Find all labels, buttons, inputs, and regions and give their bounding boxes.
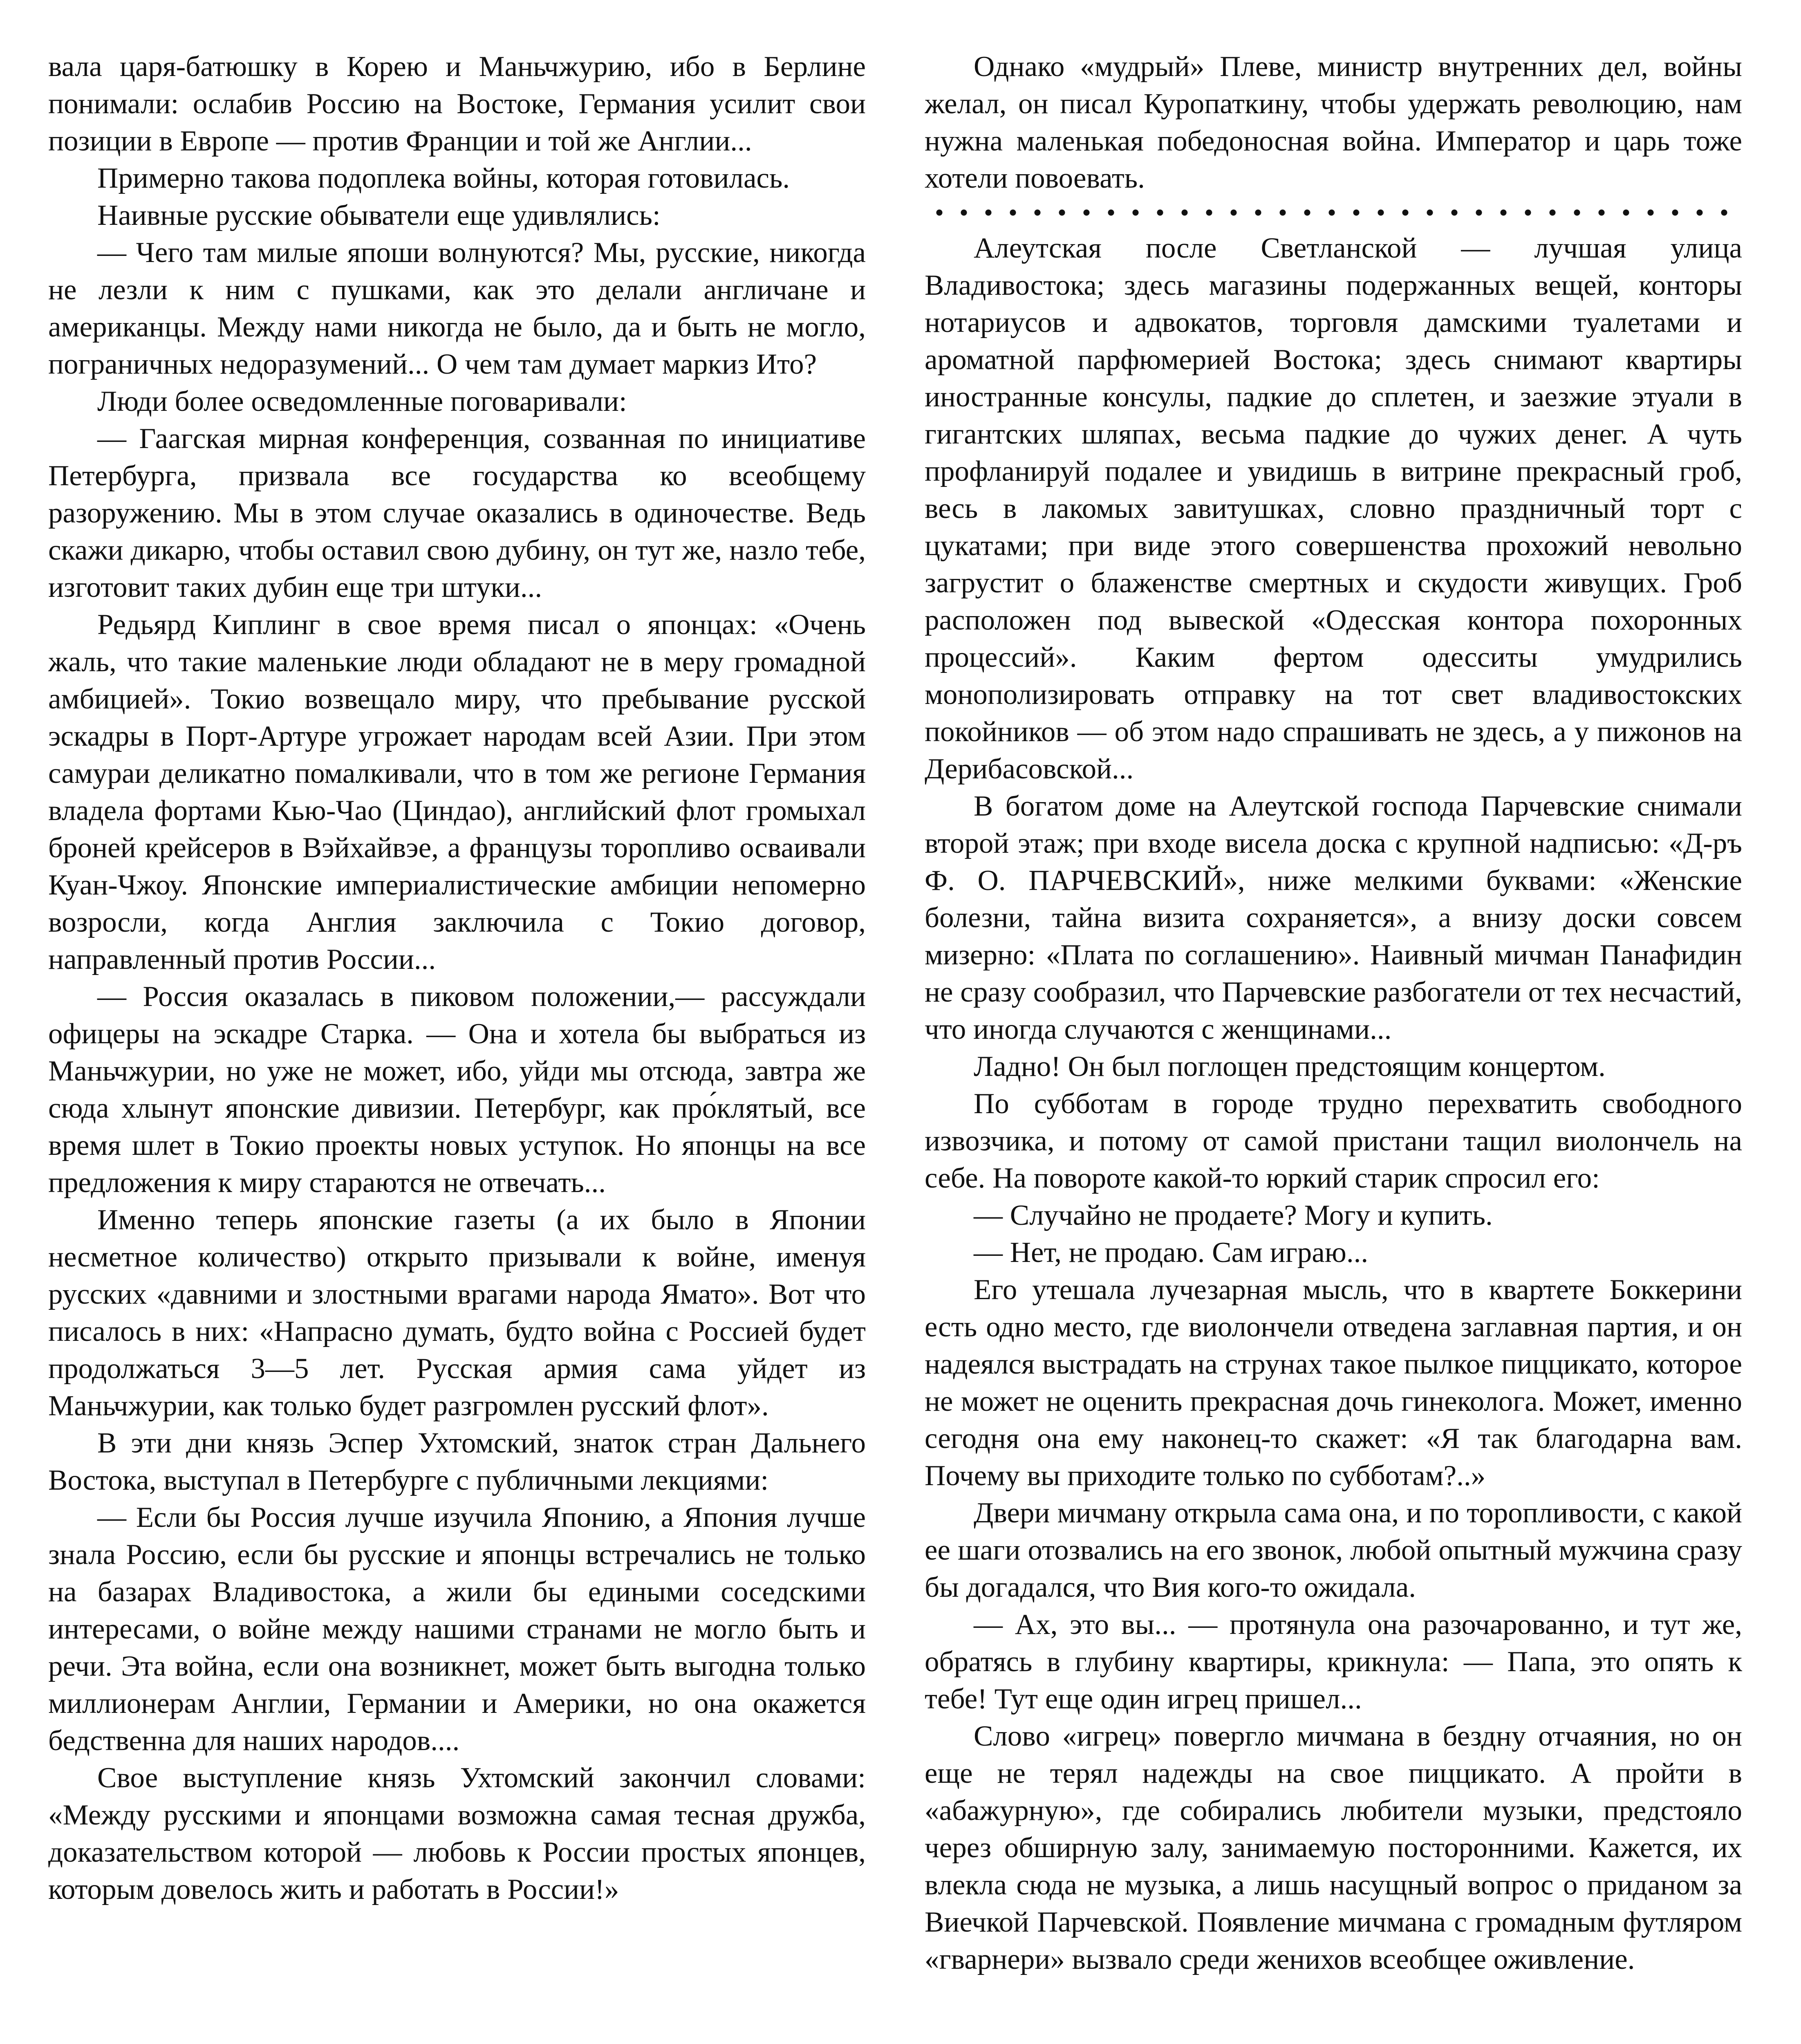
left-text-column — [48, 48, 866, 2044]
paragraph: Его утешала лучезарная мысль, что в квартете Боккерини есть одно место, где виолончели отведена заглавная партия, и он надеялся выстрадать на струнах такое пылкое пиццикато, которое не может не оценить прекрасная дочь гинеколога. Может, именно сегодня она ему наконец-то скажет: «Я так благодарна вам. Почему вы приходите только по субботам?..» — [925, 1274, 1742, 1492]
paragraph: В эти дни князь Эспер Ухтомский, знаток стран Дальнего Востока, выступал в Петербурге с публичными лекциями: — [48, 1427, 866, 1496]
paragraph: — Ах, это вы... — протянула она разочарованно, и тут же, обратясь в глубину квартиры, крикнула: — Папа, это опять к тебе! Тут еще один игрец пришел... — [925, 1609, 1742, 1715]
paragraph: Алеутская после Светланской — лучшая улица Владивостока; здесь магазины подержанных вещей, конторы нотариусов и адвокатов, торговля дамскими туалетами и ароматной парфюмерией Востока; здесь снимают квартиры иностранные консулы, падкие до сплетен, и заезжие этуали в гигантских шляпах, весьма падкие до чужих денег. А чуть профланируй подалее и увидишь в витрине прекрасный гроб, весь в лакомых завитушках, словно праздничный торт с цукатами; при виде этого совершенства прохожий невольно загрустит о блаженстве смертных и скудости живущих. Гроб расположен под вывеской «Одесская контора похоронных процессий». Каким фертом одесситы умудрились монополизировать отправку на тот свет владивостокских покойников — об этом надо спрашивать не здесь, а у пижонов на Дерибасовской... — [925, 232, 1742, 785]
paragraph: Однако «мудрый» Плеве, министр внутренних дел, войны желал, он писал Куропаткину, чтобы удержать революцию, нам нужна маленькая победоносная война. Император и царь тоже хотели повоевать. — [925, 51, 1742, 194]
paragraph: Двери мичману открыла сама она, и по торопливости, с какой ее шаги отозвались на его звонок, любой опытный мужчина сразу бы догадался, что Вия кого-то ожидала. — [925, 1497, 1742, 1603]
paragraph: Люди более осведомленные поговаривали: — [97, 385, 627, 417]
paragraph: — Случайно не продаете? Могу и купить. — [974, 1199, 1493, 1231]
paragraph: Свое выступление князь Ухтомский закончил словами: «Между русскими и японцами возможна самая тесная дружба, доказательством которой — любовь к России простых японцев, которым довелось жить и работать в России!» — [48, 1762, 866, 1905]
right-text-column — [925, 48, 1742, 2044]
paragraph: По субботам в городе трудно перехватить свободного извозчика, и потому от самой пристани тащил виолончель на себе. На повороте какой-то юркий старик спросил его: — [925, 1088, 1742, 1194]
paragraph: Наивные русские обыватели еще удивлялись: — [97, 199, 661, 231]
paragraph: — Россия оказалась в пиковом положении,— рассуждали офицеры на эскадре Старка. — Она и хотела бы выбраться из Маньчжурии, но уже не может, ибо, уйди мы отсюда, завтра же сюда хлынут японские дивизии. Петербург, как про́клятый, все время шлет в Токио проекты новых уступок. Но японцы на все предложения к миру стараются не отвечать... — [48, 981, 866, 1199]
paragraph: Именно теперь японские газеты (а их было в Японии несметное количество) открыто призывали к войне, именуя русских «давними и злостными врагами народа Ямато». Вот что писалось в них: «Напрасно думать, будто война с Россией будет продолжаться 3—5 лет. Русская армия сама уйдет из Маньчжурии, как только будет разгромлен русский флот». — [48, 1204, 866, 1422]
paragraph: — Чего там милые япоши волнуются? Мы, русские, никогда не лезли к ним с пушками, как это делали англичане и американцы. Между нами никогда не было, да и быть не могло, пограничных недоразумений... О чем там думает маркиз Ито? — [48, 237, 866, 380]
paragraph: Ладно! Он был поглощен предстоящим концертом. — [974, 1051, 1606, 1083]
paragraph: — Если бы Россия лучше изучила Японию, а Япония лучше знала Россию, если бы русские и японцы встречались не только на базарах Владивостока, а жили бы едиными соседскими интересами, о войне между нашими странами не могло быть и речи. Эта война, если она возникнет, может быть выгодна только миллионерам Англии, Германии и Америки, но она окажется бедственна для наших народов.... — [48, 1502, 866, 1757]
paragraph: — Нет, не продаю. Сам играю... — [974, 1237, 1369, 1269]
paragraph: Примерно такова подоплека войны, которая готовилась. — [97, 162, 790, 194]
paragraph: Редьярд Киплинг в свое время писал о японцах: «Очень жаль, что такие маленькие люди обладают не в меру громадной амбицией». Токио возвещало миру, что пребывание русской эскадры в Порт-Артуре угрожает народам всей Азии. При этом самураи деликатно помалкивали, что в том же регионе Германия владела фортами Кью-Чао (Циндао), английский флот громыхал броней крейсеров в Вэйхайвэе, а французы торопливо осваивали Куан-Чжоу. Японские империалистические амбиции непомерно возросли, когда Англия заключила с Токио договор, направленный против России... — [48, 609, 866, 975]
paragraph: Слово «игрец» повергло мичмана в бездну отчаяния, но он еще не терял надежды на свое пиццикато. А пройти в «абажурную», где собирались любители музыки, предстояло через обширную залу, занимаемую посторонними. Кажется, их влекла сюда не музыка, а лишь насущный вопрос о приданом за Виечкой Парчевской. Появление мичмана с громадным футляром «гварнери» вызвало среди женихов всеобщее оживление. — [925, 1720, 1742, 1975]
paragraph: В богатом доме на Алеутской господа Парчевские снимали второй этаж; при входе висела доска с крупной надписью: «Д-ръ Ф. О. ПАРЧЕВСКИЙ», ниже мелкими буквами: «Женские болезни, тайна визита сохраняется», а внизу доски совсем мизерно: «Плата по соглашению». Наивный мичман Панафидин не сразу сообразил, что Парчевские разбогатели от тех несчастий, что иногда случаются с женщинами... — [925, 790, 1742, 1045]
paragraph: вала царя-батюшку в Корею и Маньчжурию, ибо в Берлине понимали: ослабив Россию на Востоке, Германия усилит свои позиции в Европе — против Франции и той же Англии... — [48, 51, 866, 157]
dotted-section-divider — [925, 204, 1742, 222]
paragraph: — Гаагская мирная конференция, созванная по инициативе Петербурга, призвала все государства ко всеобщему разоружению. Мы в этом случае оказались в одиночестве. Ведь скажи дикарю, чтобы оставил свою дубину, он тут же, назло тебе, изготовит таких дубин еще три штуки... — [48, 423, 866, 603]
